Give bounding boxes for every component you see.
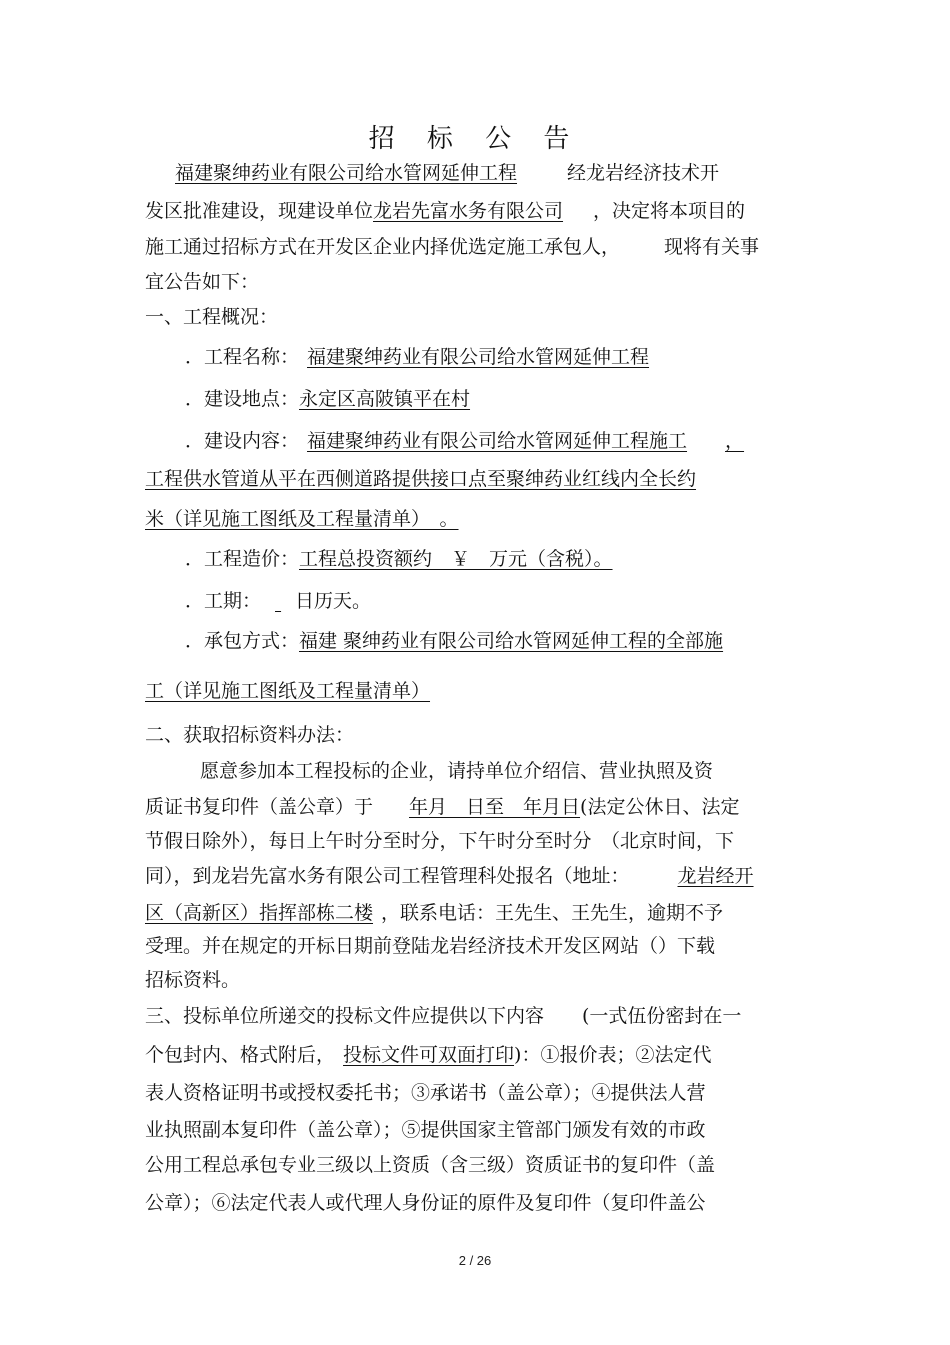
text: 发区批准建设，现建设单位 (145, 200, 374, 222)
intro-line-4: 宜公告如下： (145, 271, 260, 293)
page-number: 2 / 26 (458, 1253, 492, 1268)
contract-line-2 (145, 678, 458, 704)
date-range: 年月 日至 年月日 (409, 796, 581, 818)
label: ．工程造价： (185, 548, 300, 570)
contract-row (185, 628, 749, 654)
project-name: 福建聚绅药业有限公司给水管网延伸工程 (175, 162, 518, 184)
content-row (185, 428, 744, 454)
s2-line-3: 节假日除外），每日上午时分至时分，下午时分至时分 （北京时间，下 (145, 830, 735, 852)
location-row (185, 386, 490, 412)
text: 质证书复印件（盖公章）于 (145, 796, 374, 818)
value: 福建聚绅药业有限公司给水管网延伸工程 (307, 346, 650, 368)
label: ．工期： (185, 590, 262, 612)
owner-name: 龙岩先富水务有限公司 (373, 200, 564, 222)
s3-line-1: 三、投标单位所递交的投标文件应提供以下内容 (一式伍份密封在一 (145, 1005, 742, 1027)
label: ．建设地点： (185, 388, 300, 410)
period-blank (275, 588, 295, 614)
s3-line-5: 公用工程总承包专业三级以上资质（含三级）资质证书的复印件（盖 (145, 1154, 716, 1176)
text: 现将有关事 (664, 236, 760, 258)
value: 日历天。 (295, 590, 372, 612)
content-line-2 (145, 466, 752, 492)
address: 区（高新区）指挥部栋二楼 (145, 902, 374, 924)
cost-row (185, 546, 613, 572)
text: ，决定将本项目的 (593, 200, 746, 222)
text: )：①报价表；②法定代 (514, 1044, 712, 1066)
period-row (185, 588, 371, 614)
text: 工（详见施工图纸及工程量清单） (145, 680, 431, 702)
s2-line-4 (145, 863, 754, 889)
text: ，联系电话：王先生、王先生，逾期不予 (381, 902, 724, 924)
intro-line-3 (145, 234, 759, 260)
intro-line-1 (145, 160, 719, 186)
text: 个包封内、格式附后， (145, 1044, 336, 1066)
text: ， (725, 430, 745, 452)
s2-line-5 (145, 900, 723, 926)
s3-line-6: 公章）；⑥法定代表人或代理人身份证的原件及复印件（复印件盖公 (145, 1192, 706, 1214)
s2-line-2 (145, 794, 739, 820)
page-title: 招 标 公 告 (368, 124, 582, 154)
value: 永定区高陂镇平在村 (299, 388, 471, 410)
label: ．建设内容： (185, 430, 300, 452)
value: 福建 聚绅药业有限公司给水管网延伸工程的全部施 (299, 630, 724, 652)
value: 工程总投资额约 ￥ 万元（含税）。 (299, 548, 613, 570)
s3-line-4: 业执照副本复印件（盖公章）；⑤提供国家主管部门颁发有效的市政 (145, 1119, 706, 1141)
s2-line-1: 愿意参加本工程投标的企业，请持单位介绍信、营业执照及资 (200, 760, 714, 782)
section-2-heading: 二、获取招标资料办法： (145, 724, 355, 746)
s2-line-7: 招标资料。 (145, 969, 241, 991)
text: 工程供水管道从平在西侧道路提供接口点至聚绅药业红线内全长约 (145, 468, 697, 490)
s3-line-3: 表人资格证明书或授权委托书；③承诺书（盖公章）；④提供法人营 (145, 1082, 706, 1104)
content-line-3: 米（详见施工图纸及工程量清单） 。 (145, 508, 459, 530)
section-1-heading: 一、工程概况： (145, 306, 279, 328)
s2-line-6: 受理。并在规定的开标日期前登陆龙岩经济技术开发区网站（）下载 (145, 935, 716, 957)
label: ．承包方式： (185, 630, 300, 652)
value: 福建聚绅药业有限公司给水管网延伸工程施工 (307, 430, 688, 452)
intro-line-2 (145, 198, 745, 224)
address: 龙岩经开 (677, 865, 754, 887)
print-note: 投标文件可双面打印 (343, 1044, 515, 1066)
text: 施工通过招标方式在开发区企业内择优选定施工承包人， (145, 236, 621, 258)
text: 经龙岩经济技术开 (567, 162, 720, 184)
text: 同），到龙岩先富水务有限公司工程管理科处报名（地址： (145, 865, 630, 887)
text: (法定公休日、法定 (580, 796, 740, 818)
s3-line-2 (145, 1042, 711, 1068)
project-name-row (185, 344, 685, 370)
label: ．工程名称： (185, 346, 300, 368)
